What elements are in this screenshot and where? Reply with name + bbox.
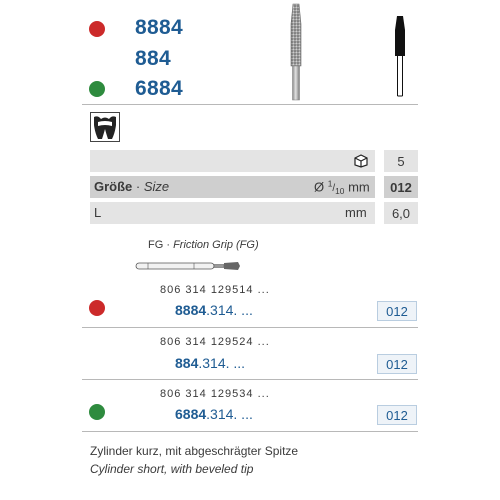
shank-label-de: FG [148,239,164,251]
product-separator [82,431,418,432]
green-dot-icon [89,404,105,420]
shank-label-en: Friction Grip (FG) [173,239,259,251]
product-size-box: 012 [377,405,417,425]
red-dot-icon [89,300,105,316]
product-code-rest: .314. ... [198,355,246,371]
product-ref-code: 806 314 129524 ... [160,336,270,348]
product-separator [82,379,418,380]
row-size-unit [314,179,370,196]
red-dot-icon [89,21,105,37]
row-size-label [94,179,169,194]
product-code-main: 8884 [175,302,207,318]
row-length-unit: mm [345,205,367,220]
package-icon [353,154,369,168]
product-ref-code: 806 314 129534 ... [160,388,270,400]
row-size-value: 012 [384,176,418,198]
row-length-label: L [94,205,102,220]
header-separator [82,104,418,105]
tooth-icon [91,113,119,141]
green-dot-icon [89,81,105,97]
tooth-icon-frame [90,112,120,142]
diameter-symbol: Ø [314,179,325,195]
row-package-band [90,150,375,172]
product-size-box: 012 [377,301,417,321]
product-code-rest: .314. ... [206,302,253,318]
description-english: Cylinder short, with beveled tip [90,462,254,476]
product-separator [82,327,418,328]
bur-side-view-icon [276,2,316,102]
row-length-band [90,202,375,224]
model-number-6884: 6884 [135,77,183,100]
size-label-sep: · [132,179,144,194]
size-unit-text: mm [348,179,370,195]
bur-silhouette-icon [385,14,415,124]
product-size-box: 012 [377,354,417,374]
model-number-884: 884 [135,47,171,70]
product-order-code [175,355,245,371]
product-code-main: 884 [175,355,199,371]
fraction-one-tenth: $^1/_{10}$ [327,179,345,197]
size-label-de: Größe [94,179,133,194]
fg-shank-icon [134,259,244,275]
size-label-en: Size [143,179,170,194]
product-ref-code: 806 314 129514 ... [160,284,270,296]
shank-type-label: FG · Friction Grip (FG) [148,239,259,251]
description-german: Zylinder kurz, mit abgeschrägter Spitze [90,444,299,458]
model-number-8884: 8884 [135,16,183,39]
product-code-main: 6884 [175,406,207,422]
product-order-code [175,302,253,318]
product-code-rest: .314. ... [206,406,253,422]
product-order-code [175,406,253,422]
row-length-value: 6,0 [384,202,418,224]
row-package-value: 5 [384,150,418,172]
